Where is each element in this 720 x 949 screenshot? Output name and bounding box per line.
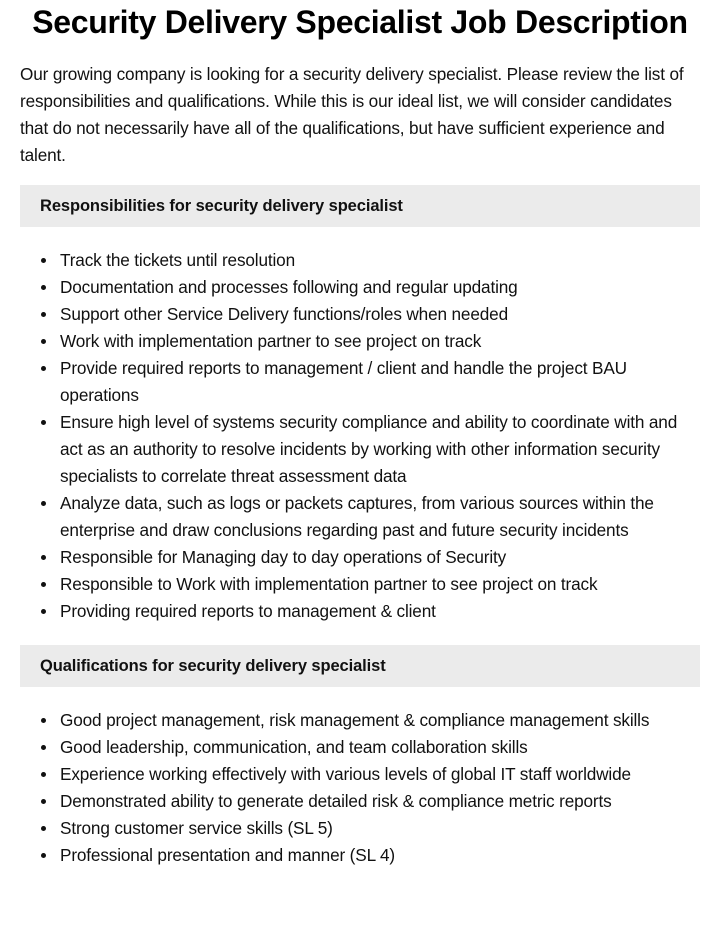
list-item [20,544,700,571]
bullet-icon [41,501,46,506]
responsibilities-heading: Responsibilities for security delivery specialist [20,185,700,227]
qualifications-heading: Qualifications for security delivery specialist [20,645,700,687]
bullet-icon [41,745,46,750]
bullet-icon [41,853,46,858]
list-item-text: Good leadership, communication, and team collaboration skills [60,737,528,757]
list-item-text: Responsible for Managing day to day operations of Security [60,547,507,567]
list-item [20,247,700,274]
list-item-text: Ensure high level of systems security compliance and ability to coordinate with and act as an authority to resolve incidents by working with other information security specialists to correlate threat assessment data [60,412,678,486]
list-item-text: Track the tickets until resolution [60,250,295,270]
list-item [20,274,700,301]
list-item-text: Demonstrated ability to generate detailed risk & compliance metric reports [60,791,612,811]
list-item [20,761,700,788]
bullet-icon [41,609,46,614]
bullet-icon [41,772,46,777]
list-item-text: Analyze data, such as logs or packets captures, from various sources within the enterprise and draw conclusions regarding past and future security incidents [60,493,654,540]
list-item [20,707,700,734]
list-item [20,409,700,490]
list-item [20,788,700,815]
list-item [20,328,700,355]
list-item [20,355,700,409]
list-item [20,490,700,544]
bullet-icon [41,555,46,560]
list-item [20,598,700,625]
bullet-icon [41,366,46,371]
responsibilities-list [20,247,700,625]
intro-paragraph: Our growing company is looking for a security delivery specialist. Please review the list of responsibilities and qualifications. While this is our ideal list, we will consider candidates that do not necessarily have all of the qualifications, but have sufficient experience and talent. [20,64,684,165]
list-item-text: Strong customer service skills (SL 5) [60,818,333,838]
qualifications-list [20,707,700,869]
list-item [20,815,700,842]
page-title: Security Delivery Specialist Job Description [32,4,688,40]
list-item-text: Support other Service Delivery functions/roles when needed [60,304,508,324]
bullet-icon [41,420,46,425]
bullet-icon [41,799,46,804]
list-item-text: Documentation and processes following and regular updating [60,277,518,297]
list-item-text: Providing required reports to management & client [60,601,436,621]
list-item [20,571,700,598]
list-item [20,842,700,869]
list-item-text: Professional presentation and manner (SL 4) [60,845,395,865]
bullet-icon [41,718,46,723]
list-item [20,734,700,761]
bullet-icon [41,826,46,831]
list-item [20,301,700,328]
bullet-icon [41,582,46,587]
list-item-text: Experience working effectively with various levels of global IT staff worldwide [60,764,631,784]
list-item-text: Work with implementation partner to see project on track [60,331,482,351]
bullet-icon [41,258,46,263]
list-item-text: Good project management, risk management & compliance management skills [60,710,650,730]
bullet-icon [41,312,46,317]
list-item-text: Responsible to Work with implementation partner to see project on track [60,574,598,594]
list-item-text: Provide required reports to management / client and handle the project BAU operations [60,358,627,405]
bullet-icon [41,339,46,344]
bullet-icon [41,285,46,290]
